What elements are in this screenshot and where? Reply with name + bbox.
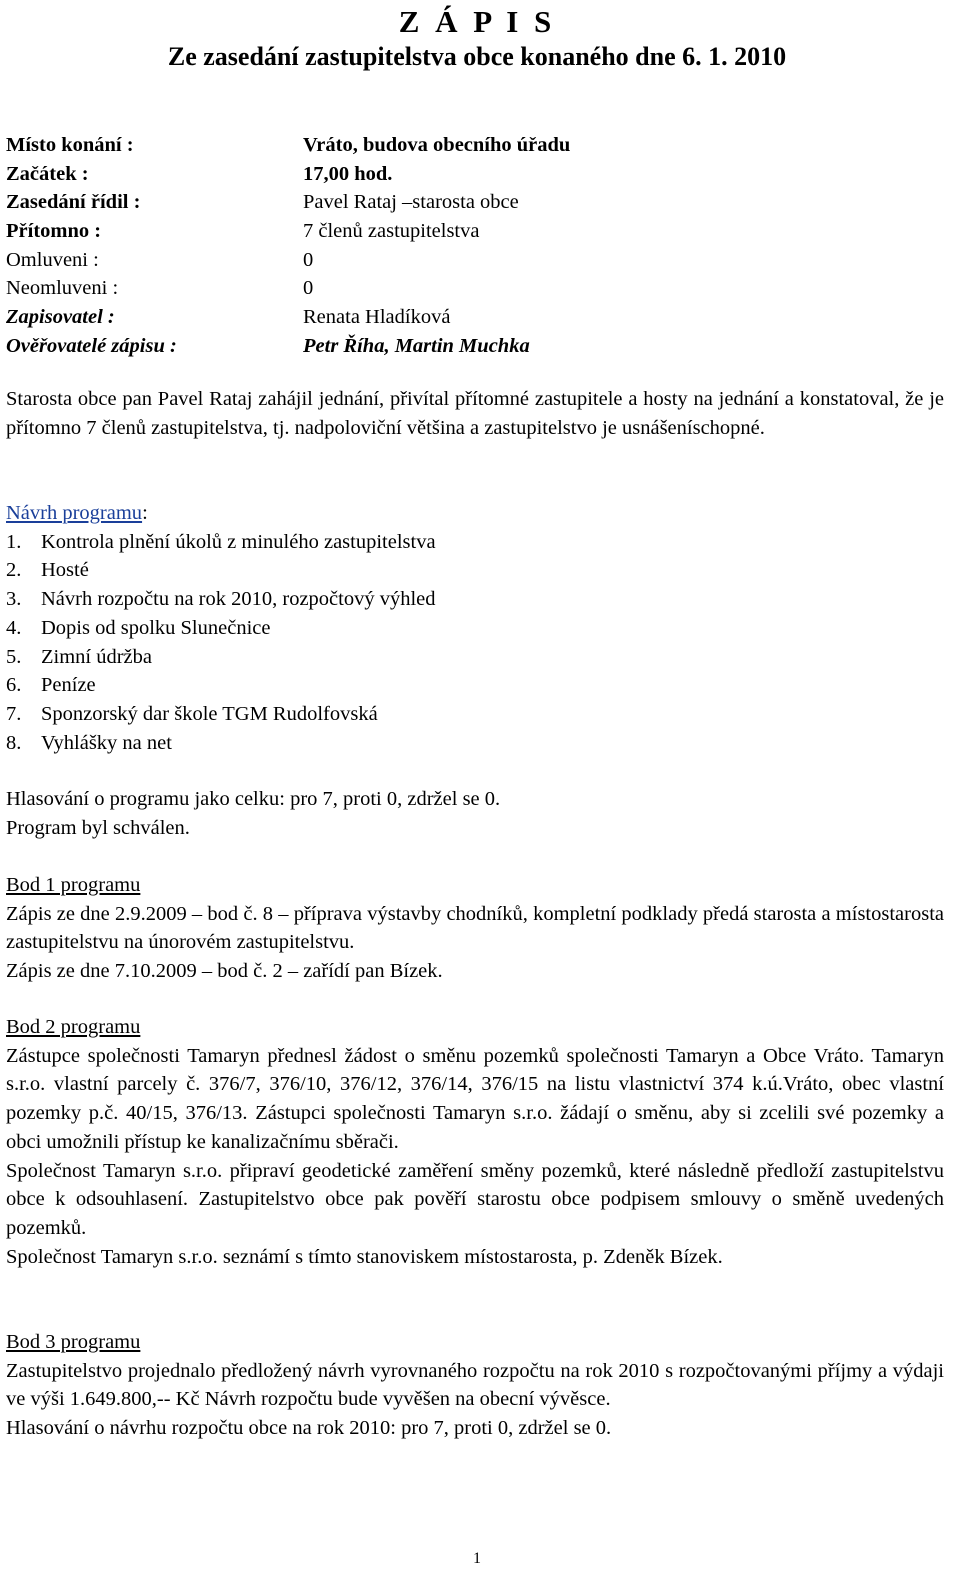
program-item-number: 2. <box>6 559 22 582</box>
bod1-section <box>6 871 944 986</box>
bod2-paragraph-1: Zástupce společnosti Tamaryn přednesl žádost o směnu pozemků společnosti Tamaryn a Obce Vráto. Tamaryn s.r.o. vlastní parcely č. 376/7, 376/10, 376/12, 376/14, 376/15 na listu vlastnictví 374 k.ú.Vráto, obec vlastní pozemky p.č. 40/15, 376/13. Zástupci společnosti Tamaryn s.r.o. žádají o směnu, aby si zcelili své pozemky a obci umožnili přístup ke kanalizačnímu sběrači. <box>6 1044 944 1153</box>
program-item <box>6 585 944 614</box>
meta-row-start <box>6 160 948 189</box>
program-item-text: Dopis od spolku Slunečnice <box>41 616 271 639</box>
program-item <box>6 729 944 758</box>
program-item <box>6 556 944 585</box>
unexcused-value: 0 <box>303 277 314 300</box>
bod1-paragraph-1: Zápis ze dne 2.9.2009 – bod č. 8 – příprava výstavby chodníků, kompletní podklady předá starosta a místostarosta zastupitelstvu na únorovém zastupitelstvu. <box>6 902 944 954</box>
present-label: Přítomno : <box>6 220 102 243</box>
bod3-heading: Bod 3 programu <box>6 1331 141 1353</box>
program-item-text: Vyhlášky na net <box>41 731 172 754</box>
bod3-section <box>6 1328 944 1443</box>
intro-paragraph: Starosta obce pan Pavel Rataj zahájil jednání, přivítal přítomné zastupitele a hosty na jednání a konstatoval, že je přítomno 7 členů zastupitelstva, tj. nadpoloviční většina a zastupitelstvo je usnášeníschopné. <box>6 388 944 439</box>
document-subtitle: Ze zasedání zastupitelstva obce konaného dne 6. 1. 2010 <box>167 42 787 71</box>
program-item-number: 5. <box>6 645 22 668</box>
program-section <box>6 499 944 757</box>
verifiers-value: Petr Říha, Martin Muchka <box>303 334 530 357</box>
program-item-number: 8. <box>6 731 22 754</box>
bod2-paragraph-2: Společnost Tamaryn s.r.o. připraví geodetické zaměření směny pozemků, které následně předloží zastupitelstvu obce k odsouhlasení. Zastupitelstvo obce pak pověří starostu obce podpisem smlouvy o směně uvedených pozemků. <box>6 1159 944 1239</box>
page-number: 1 <box>473 1550 481 1567</box>
program-vote-section <box>6 785 944 842</box>
program-item-text: Peníze <box>41 674 96 697</box>
meta-row-recorder <box>6 303 948 332</box>
program-item-text: Kontrola plnění úkolů z minulého zastupitelstva <box>41 530 436 553</box>
program-item <box>6 671 944 700</box>
bod3-paragraph-2: Hlasování o návrhu rozpočtu obce na rok 2010: pro 7, proti 0, zdržel se 0. <box>6 1417 612 1440</box>
program-item <box>6 614 944 643</box>
bod1-paragraph-2: Zápis ze dne 7.10.2009 – bod č. 2 – zařídí pan Bízek. <box>6 960 443 983</box>
bod2-heading: Bod 2 programu <box>6 1016 141 1038</box>
document-title: Z Á P I S <box>398 4 556 39</box>
program-item <box>6 643 944 672</box>
program-item-text: Zimní údržba <box>41 645 153 668</box>
program-item-number: 3. <box>6 588 22 611</box>
unexcused-label: Neomluveni : <box>6 277 119 300</box>
program-vote: Hlasování o programu jako celku: pro 7, proti 0, zdržel se 0. <box>6 788 501 810</box>
bod2-section <box>6 1013 944 1271</box>
meta-row-verifiers <box>6 332 948 361</box>
chair-label-text: Zasedání řídil : <box>6 191 141 214</box>
program-list <box>6 528 944 758</box>
program-item-number: 4. <box>6 616 22 639</box>
start-label: Začátek : <box>6 162 89 185</box>
program-item-number: 1. <box>6 530 22 553</box>
excused-value: 0 <box>303 248 314 271</box>
program-item-text: Sponzorský dar škole TGM Rudolfovská <box>41 702 378 725</box>
program-heading-suffix: : <box>142 502 148 524</box>
meta-row-place <box>6 131 948 160</box>
recorder-value: Renata Hladíková <box>303 306 451 329</box>
program-heading-link[interactable]: Návrh programu <box>6 502 143 524</box>
program-item-number: 7. <box>6 702 22 725</box>
program-item-text: Hosté <box>41 559 89 582</box>
recorder-label: Zapisovatel : <box>6 306 115 329</box>
program-item <box>6 700 944 729</box>
meeting-metadata <box>6 131 948 361</box>
verifiers-label: Ověřovatelé zápisu : <box>6 334 177 357</box>
program-heading-line <box>6 499 944 528</box>
bod1-heading: Bod 1 programu <box>6 874 141 896</box>
bod2-paragraph-3: Společnost Tamaryn s.r.o. seznámí s tímto stanoviskem místostarosta, p. Zdeněk Bízek. <box>6 1245 723 1268</box>
program-item <box>6 528 944 557</box>
bod3-paragraph-1: Zastupitelstvo projednalo předložený návrh vyrovnaného rozpočtu na rok 2010 s rozpočtovanými příjmy a výdaji ve výši 1.649.800,-- Kč Návrh rozpočtu bude vyvěšen na obecní vývěsce. <box>6 1359 944 1411</box>
present-value: 7 členů zastupitelstva <box>303 220 480 243</box>
program-approved: Program byl schválen. <box>6 816 190 839</box>
program-item-number: 6. <box>6 674 22 697</box>
place-value: Vráto, budova obecního úřadu <box>303 134 571 156</box>
program-item-text: Návrh rozpočtu na rok 2010, rozpočtový výhled <box>41 588 436 611</box>
excused-label: Omluveni : <box>6 248 99 271</box>
chair-label <box>6 188 140 217</box>
meta-row-present <box>6 217 948 246</box>
meta-row-chair <box>6 188 948 217</box>
meta-row-unexcused <box>6 274 948 303</box>
meta-row-excused <box>6 246 948 275</box>
place-label: Místo konání : <box>6 134 134 156</box>
start-value: 17,00 hod. <box>303 162 393 185</box>
chair-value: Pavel Rataj –starosta obce <box>303 191 519 214</box>
